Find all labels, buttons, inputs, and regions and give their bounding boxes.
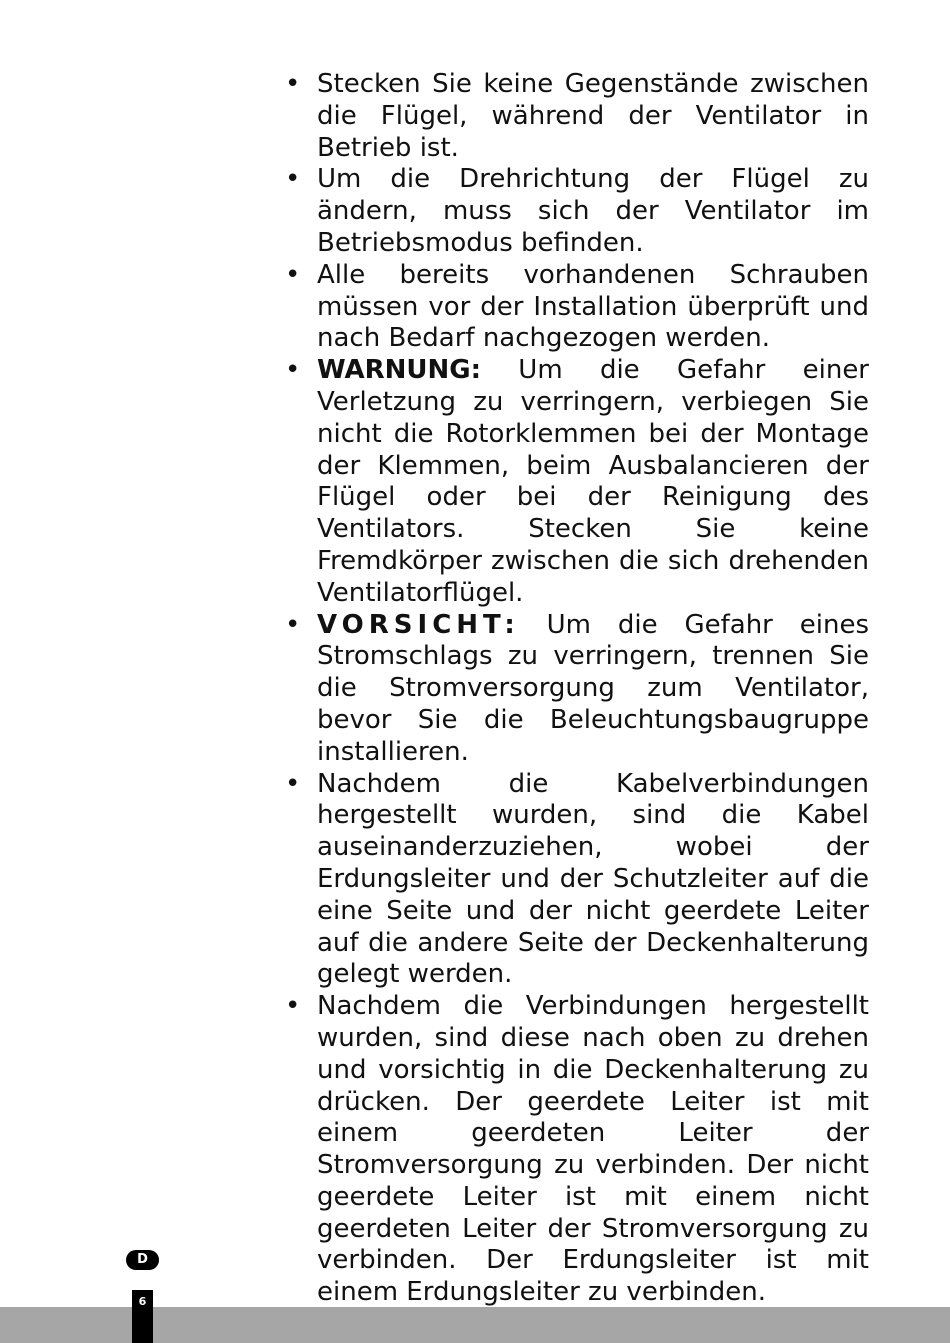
list-item bbox=[283, 769, 869, 992]
safety-bullet-list bbox=[283, 69, 869, 1309]
page-number: 6 bbox=[132, 1290, 153, 1343]
list-item bbox=[283, 164, 869, 259]
language-badge: D bbox=[126, 1250, 159, 1270]
bullet-text: Nachdem die Kabelverbindungen hergestellt wurden, sind die Kabel auseinanderzuziehen, wobei der Erdungsleiter und der Schutzleiter auf die eine Seite und der nicht geerdete Leiter auf die andere Seite der Deckenhalterung gelegt werden. bbox=[317, 768, 869, 990]
bullet-icon: • bbox=[285, 991, 301, 1022]
bullet-icon: • bbox=[285, 609, 301, 640]
bullet-text: Alle bereits vorhandenen Schrauben müssen vor der Installation überprüft und nach Bedarf nachgezogen werden. bbox=[317, 259, 869, 354]
bullet-icon: • bbox=[285, 355, 301, 386]
bullet-text: Nachdem die Verbindungen hergestellt wurden, sind diese nach oben zu drehen und vorsichtig in die Deckenhalterung zu drücken. Der geerdete Leiter ist mit einem geerdeten Leiter der Stromversorgung zu verbinden. Der nicht geerdete Leiter ist mit einem nicht geerdeten Leiter der Stromversorgung zu verbinden. Der Erdungsleiter ist mit einem Erdungsleiter zu verbinden. bbox=[317, 991, 869, 1308]
warning-label: WARNUNG: bbox=[317, 355, 482, 386]
bullet-icon: • bbox=[285, 768, 301, 799]
bullet-icon: • bbox=[285, 164, 301, 195]
bullet-text: Stecken Sie keine Gegenstände zwischen die Flügel, während der Ventilator in Betrieb ist. bbox=[317, 69, 869, 163]
instructions-content bbox=[283, 69, 869, 1309]
bullet-text: Um die Gefahr eines Stromschlags zu verringern, trennen Sie die Stromversorgung zum Ventilator, bevor Sie die Beleuchtungsbaugruppe installieren. bbox=[317, 609, 869, 767]
list-item bbox=[283, 991, 869, 1309]
bullet-icon: • bbox=[285, 259, 301, 290]
bullet-text: Um die Drehrichtung der Flügel zu ändern, muss sich der Ventilator im Betriebsmodus befinden. bbox=[317, 164, 869, 258]
list-item bbox=[283, 260, 869, 355]
caution-label: VORSICHT: bbox=[317, 609, 520, 640]
list-item bbox=[283, 610, 869, 769]
list-item bbox=[283, 355, 869, 609]
bullet-text: Um die Gefahr einer Verletzung zu verringern, verbiegen Sie nicht die Rotorklemmen bei der Montage der Klemmen, beim Ausbalancieren der Flügel oder bei der Reinigung des Ventilators. Stecken Sie keine Fremdkörper zwischen die sich drehenden Ventilatorflügel. bbox=[317, 355, 869, 608]
list-item bbox=[283, 69, 869, 164]
bullet-icon: • bbox=[285, 69, 301, 99]
